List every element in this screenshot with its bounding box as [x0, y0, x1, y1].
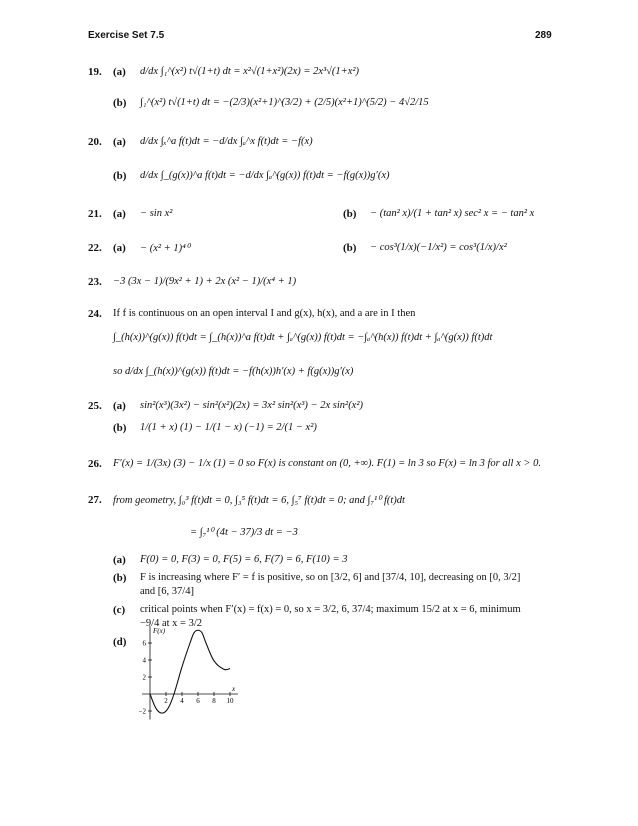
ex20-a-equation: d/dx ∫ₓ^a f(t)dt = −d/dx ∫ₐ^x f(t)dt = −f(x) — [140, 136, 313, 147]
ex22-a-equation: − (x² + 1)⁴⁰ — [140, 243, 190, 254]
ex19-a-equation: d/dx ∫₁^(x²) t√(1+t) dt = x²√(1+x²)(2x) = 2x³√(1+x²) — [140, 66, 360, 77]
ex27-geometry: from geometry, ∫₀³ f(t)dt = 0, ∫₃⁵ f(t)dt = 6, ∫₅⁷ f(t)dt = 0; and ∫₇¹⁰ f(t)dt — [113, 495, 405, 506]
exercise-22-number: 22. — [88, 242, 102, 254]
ex23-equation: −3 (3x − 1)/(9x² + 1) + 2x (x² − 1)/(x⁴ + 1) — [113, 276, 297, 287]
ex20-a-label: (a) — [113, 136, 126, 148]
F-curve — [150, 630, 230, 713]
running-head-section: Exercise Set 7.5 — [88, 30, 165, 41]
exercise-27-number: 27. — [88, 494, 102, 506]
ex19-b-equation: ∫₁^(x²) t√(1+t) dt = −(2/3)(x²+1)^(3/2) + (2/5)(x²+1)^(5/2) − 4√2/15 — [140, 97, 429, 108]
x-tick-label: 8 — [212, 697, 216, 705]
ex25-b-equation: 1/(1 + x) (1) − 1/(1 − x) (−1) = 2/(1 − x²) — [140, 422, 317, 433]
ex21-a-equation: − sin x² — [140, 208, 173, 219]
x-tick-label: 2 — [164, 697, 168, 705]
ex25-a-equation: sin²(x³)(3x²) − sin²(x²)(2x) = 3x² sin²(x³) − 2x sin²(x²) — [140, 400, 363, 411]
ex27-d-label: (d) — [113, 636, 127, 648]
ex27-c-text-1: critical points when F′(x) = f(x) = 0, so x = 3/2, 6, 37/4; maximum 15/2 at x = 6, minimum — [140, 604, 521, 615]
y-tick-label: −2 — [138, 707, 146, 716]
exercise-23-number: 23. — [88, 276, 102, 288]
exercise-26-number: 26. — [88, 458, 102, 470]
y-axis-label: F(x) — [153, 627, 166, 635]
y-tick-label: 4 — [142, 656, 146, 665]
ex27-a-text: F(0) = 0, F(3) = 0, F(5) = 6, F(7) = 6, F(10) = 3 — [140, 554, 348, 565]
ex27-a-label: (a) — [113, 554, 126, 566]
ex24-intro: If f is continuous on an open interval I and g(x), h(x), and a are in I then — [113, 308, 416, 319]
exercise-19-number: 19. — [88, 66, 102, 78]
ex24-line-1: ∫_(h(x))^(g(x)) f(t)dt = ∫_(h(x))^a f(t)dt + ∫ₐ^(g(x)) f(t)dt = −∫ₐ^(h(x)) f(t)dt + ∫ₐ^(g(x)) f(t)dt — [113, 332, 493, 343]
exercise-21-number: 21. — [88, 208, 102, 220]
y-tick-label: 2 — [142, 673, 146, 682]
ex27-b-label: (b) — [113, 572, 127, 584]
ex22-a-label: (a) — [113, 242, 126, 254]
x-axis-label: x — [232, 685, 236, 693]
ex27-c-text-2: −9/4 at x = 3/2 — [140, 618, 203, 629]
ex19-a-label: (a) — [113, 66, 126, 78]
ex21-b-equation: − (tan² x)/(1 + tan² x) sec² x = − tan² x — [370, 208, 535, 219]
ex22-b-equation: − cos³(1/x)(−1/x²) = cos³(1/x)/x² — [370, 242, 507, 253]
x-tick-label: 4 — [180, 697, 184, 705]
exercise-25-number: 25. — [88, 400, 102, 412]
ex22-b-label: (b) — [343, 242, 357, 254]
ex21-b-label: (b) — [343, 208, 357, 220]
ex27-b-text-1: F is increasing where F′ = f is positive, so on [3/2, 6] and [37/4, 10], decreasing on [0, 3/2] — [140, 572, 521, 583]
ex27-geometry-2: = ∫₇¹⁰ (4t − 37)/3 dt = −3 — [190, 527, 298, 538]
ex20-b-label: (b) — [113, 170, 127, 182]
ex27-b-text-2: and [6, 37/4] — [140, 586, 194, 597]
y-tick-label: 6 — [142, 639, 146, 648]
exercise-24-number: 24. — [88, 308, 102, 320]
ex25-a-label: (a) — [113, 400, 126, 412]
x-tick-label: 6 — [196, 697, 200, 705]
ex26-equation: F′(x) = 1/(3x) (3) − 1/x (1) = 0 so F(x) is constant on (0, +∞). F(1) = ln 3 so F(x) = ln 3 for all x > 0. — [113, 458, 541, 469]
x-tick-label: 10 — [226, 697, 234, 705]
ex20-b-equation: d/dx ∫_(g(x))^a f(t)dt = −d/dx ∫ₐ^(g(x)) f(t)dt = −f(g(x))g′(x) — [140, 170, 390, 181]
ex27-c-label: (c) — [113, 604, 126, 616]
page-number: 289 — [535, 30, 552, 41]
graph-F-of-x — [130, 626, 260, 732]
ex24-line-2: so d/dx ∫_(h(x))^(g(x)) f(t)dt = −f(h(x))h′(x) + f(g(x))g′(x) — [113, 366, 354, 377]
ex19-b-label: (b) — [113, 97, 127, 109]
ex25-b-label: (b) — [113, 422, 127, 434]
exercise-20-number: 20. — [88, 136, 102, 148]
ex21-a-label: (a) — [113, 208, 126, 220]
